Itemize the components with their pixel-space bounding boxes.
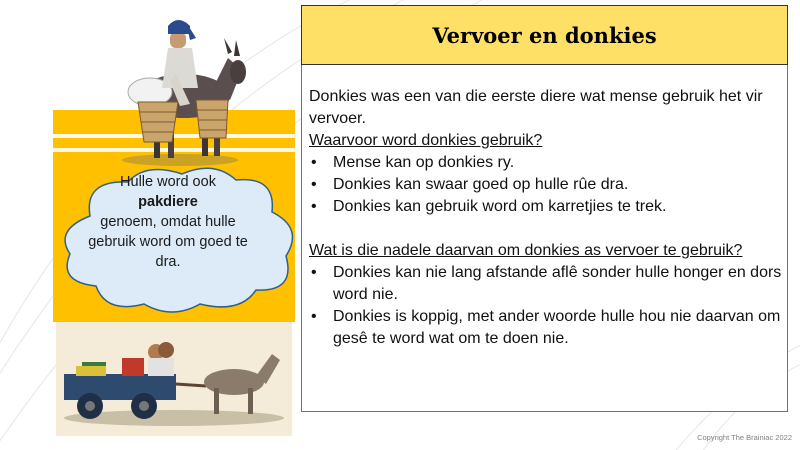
question-disadvantages: Wat is die nadele daarvan om donkies as vervoer te gebruik? xyxy=(309,242,743,259)
title-bar xyxy=(301,5,788,65)
list-item: • Donkies kan swaar goed op hulle rûe dra. xyxy=(309,174,784,196)
cloud-bold-term: pakdiere xyxy=(138,194,198,210)
intro-text: Donkies was een van die eerste diere wat mense gebruik het vir vervoer. xyxy=(309,88,763,127)
list-item: • Donkies kan nie lang afstande aflê sonder hulle honger en dors word nie. xyxy=(309,262,784,306)
list-item: • Mense kan op donkies ry. xyxy=(309,152,784,174)
donkey-rider-image xyxy=(110,8,250,170)
panel-title: Vervoer en donkies xyxy=(432,22,657,48)
list-item: • Donkies is koppig, met ander woorde hulle hou nie daarvan om gesê te word wat om te doen nie. xyxy=(309,306,784,350)
uses-list xyxy=(309,152,784,218)
copyright-notice: Copyright The Brainiac 2022 xyxy=(697,433,792,442)
panel-content xyxy=(309,86,784,350)
list-item: • Donkies kan gebruik word om karretjies te trek. xyxy=(309,196,784,218)
question-uses: Waarvoor word donkies gebruik? xyxy=(309,132,543,149)
donkey-cart-image xyxy=(56,322,292,436)
cloud-text xyxy=(86,172,250,272)
cloud-text-after: genoem, omdat hulle gebruik word om goed te dra. xyxy=(88,214,248,270)
disadvantages-list xyxy=(309,262,784,350)
cloud-text-before: Hulle word ook xyxy=(120,174,216,190)
